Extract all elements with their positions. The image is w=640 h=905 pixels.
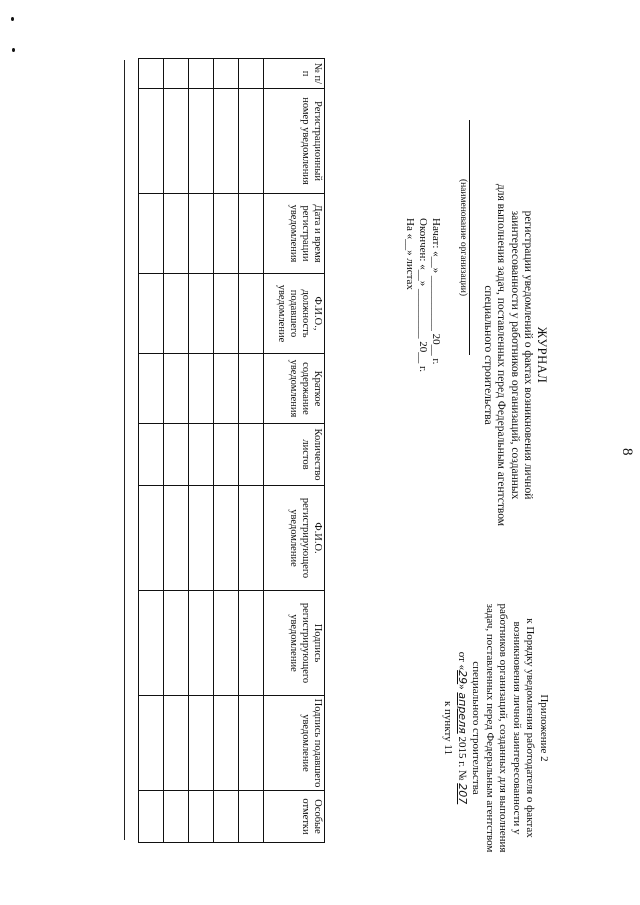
appendix-line-4: задач, поставленных перед Федеральным агентством bbox=[484, 603, 496, 853]
table-cell bbox=[239, 89, 264, 194]
table-cell bbox=[139, 89, 164, 194]
table-cell bbox=[239, 354, 264, 424]
appendix-punkt: к пункту 11 bbox=[442, 700, 455, 756]
table-cell bbox=[189, 194, 214, 274]
table-cell bbox=[189, 486, 214, 591]
col-header-sheets: Количество листов bbox=[264, 424, 325, 486]
org-label: (наименование организации) bbox=[458, 178, 468, 297]
table-cell bbox=[139, 424, 164, 486]
table-cell bbox=[164, 194, 189, 274]
table-cell bbox=[189, 696, 214, 791]
table-cell bbox=[139, 591, 164, 696]
date-prefix: от « bbox=[456, 651, 468, 671]
table-cell bbox=[139, 354, 164, 424]
table-cell bbox=[189, 89, 214, 194]
appendix-date-line bbox=[455, 560, 470, 896]
table-cell bbox=[239, 274, 264, 354]
table-cell bbox=[164, 354, 189, 424]
journal-dates bbox=[403, 218, 442, 372]
col-header-submitter-signature: Подпись подавшего уведомление bbox=[264, 696, 325, 791]
table-row bbox=[239, 59, 264, 843]
table-cell bbox=[239, 194, 264, 274]
appendix-title: Приложение 2 bbox=[538, 694, 550, 762]
date-number: 207 bbox=[456, 783, 469, 805]
table-cell bbox=[189, 791, 214, 843]
table-cell bbox=[214, 486, 239, 591]
table-cell bbox=[214, 354, 239, 424]
table-cell bbox=[139, 59, 164, 89]
table-row bbox=[189, 59, 214, 843]
table-cell bbox=[239, 486, 264, 591]
table-cell bbox=[214, 89, 239, 194]
col-header-submitter: Ф.И.О., должность подавшего уведомление bbox=[264, 274, 325, 354]
table-header-row bbox=[264, 59, 325, 843]
table-cell bbox=[164, 424, 189, 486]
table-cell bbox=[164, 791, 189, 843]
appendix-line-1: к Порядку уведомления работодателя о фактах bbox=[524, 618, 537, 838]
table-cell bbox=[214, 59, 239, 89]
table-row bbox=[164, 59, 189, 843]
table-cell bbox=[189, 354, 214, 424]
appendix-block bbox=[441, 560, 550, 896]
col-header-registrar-signature: Подпись регистрирующего уведомление bbox=[264, 591, 325, 696]
margin-line bbox=[124, 60, 125, 840]
table-cell bbox=[189, 274, 214, 354]
table-cell bbox=[164, 696, 189, 791]
table-body bbox=[139, 59, 264, 843]
table-cell bbox=[139, 194, 164, 274]
journal-line-2: заинтересованности у работников организаций, созданных bbox=[509, 210, 521, 500]
col-header-notes: Особые отметки bbox=[264, 791, 325, 843]
table-cell bbox=[139, 486, 164, 591]
date-year: 2015 г. № bbox=[456, 736, 468, 781]
table-cell bbox=[139, 274, 164, 354]
table-cell bbox=[214, 274, 239, 354]
date-end: Окончен: «__» _________ 20__ г. bbox=[417, 218, 429, 372]
sheet-count: На «__» листах bbox=[404, 218, 416, 290]
table-cell bbox=[214, 194, 239, 274]
table-cell bbox=[239, 696, 264, 791]
table-cell bbox=[214, 791, 239, 843]
col-header-reg-date: Дата и время регистрации уведомления bbox=[264, 194, 325, 274]
table-cell bbox=[214, 424, 239, 486]
table-row bbox=[139, 59, 164, 843]
table-cell bbox=[164, 274, 189, 354]
table-cell bbox=[139, 696, 164, 791]
table-cell bbox=[239, 591, 264, 696]
table-cell bbox=[239, 59, 264, 89]
table-cell bbox=[164, 89, 189, 194]
journal-title: ЖУРНАЛ bbox=[535, 326, 549, 384]
table-cell bbox=[189, 59, 214, 89]
table-cell bbox=[239, 791, 264, 843]
col-header-reg-number: Регистрационный номер уведомления bbox=[264, 89, 325, 194]
appendix-line-3: работников организаций, созданных для выполнения bbox=[497, 603, 510, 853]
org-name-line bbox=[469, 120, 470, 355]
col-header-summary: Краткое содержание уведомления bbox=[264, 354, 325, 424]
journal-title-block bbox=[481, 120, 549, 590]
table-cell bbox=[214, 591, 239, 696]
date-start: Начат: «__» __________ 20__ г. bbox=[430, 218, 442, 365]
date-month: апреля bbox=[456, 692, 469, 734]
col-header-registrar: Ф.И.О. регистрирующего уведомление bbox=[264, 486, 325, 591]
table-cell bbox=[239, 424, 264, 486]
journal-table bbox=[138, 58, 325, 843]
appendix-line-5: специального строительства bbox=[470, 661, 483, 795]
page-number: 8 bbox=[619, 448, 635, 456]
appendix-line-2: возникновения личной заинтересованности у bbox=[511, 621, 523, 835]
journal-line-3: для выполнения задач, поставленных перед Федеральным агентством bbox=[495, 183, 508, 527]
table-cell bbox=[164, 486, 189, 591]
table-row bbox=[214, 59, 239, 843]
date-sep: » bbox=[456, 684, 468, 690]
col-header-number: № п/п bbox=[264, 59, 325, 89]
table-cell bbox=[189, 591, 214, 696]
table-cell bbox=[164, 591, 189, 696]
date-day: 29 bbox=[456, 670, 469, 685]
journal-line-1: регистрации уведомлений о фактах возникновения личной bbox=[522, 210, 535, 500]
journal-line-4: специального строительства bbox=[482, 285, 494, 425]
table-cell bbox=[164, 59, 189, 89]
table-cell bbox=[214, 696, 239, 791]
table-cell bbox=[139, 791, 164, 843]
table-cell bbox=[189, 424, 214, 486]
